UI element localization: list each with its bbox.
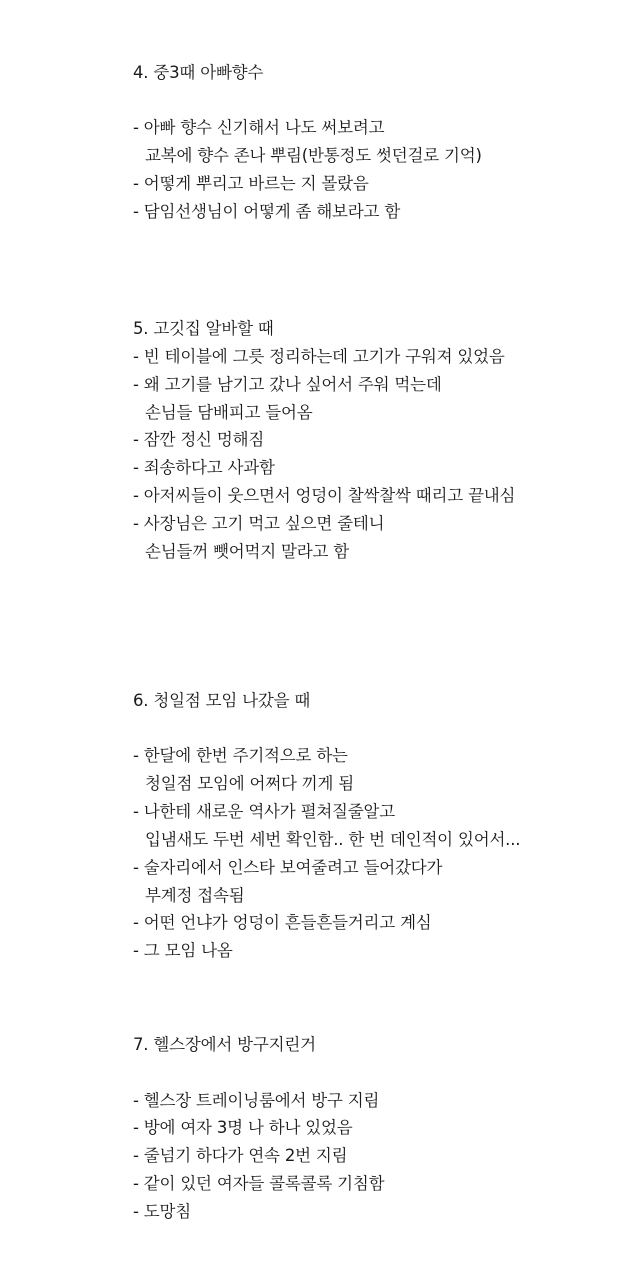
list-item: - 줄넘기 하다가 연속 2번 지림 [133,1146,348,1165]
list-item: - 그 모임 나옴 [133,941,233,960]
list-item: 부계정 접속됨 [145,886,245,905]
list-item: - 빈 테이블에 그릇 정리하는데 고기가 구워져 있었음 [133,347,505,366]
list-item: - 어떻게 뿌리고 바르는 지 몰랐음 [133,174,369,193]
section-title: 6. 청일점 모임 나갔을 때 [133,691,311,710]
list-item: - 방에 여자 3명 나 하나 있었음 [133,1118,353,1137]
list-item: 교복에 향수 존나 뿌림(반통정도 썻던걸로 기억) [145,146,482,165]
list-item: 손님들 담배피고 들어옴 [145,403,313,422]
list-item: - 어떤 언냐가 엉덩이 흔들흔들거리고 계심 [133,913,432,932]
list-item: - 아저씨들이 웃으면서 엉덩이 찰싹찰싹 때리고 끝내심 [133,486,516,505]
list-item: - 죄송하다고 사과함 [133,458,275,477]
list-item: - 나한테 새로운 역사가 펼쳐질줄알고 [133,802,396,821]
list-item: 손님들꺼 뺏어먹지 말라고 함 [145,542,350,561]
list-item: - 도망침 [133,1202,192,1221]
list-item: - 헬스장 트레이닝룸에서 방구 지림 [133,1091,380,1110]
section-title: 4. 중3때 아빠향수 [133,63,264,82]
list-item: - 같이 있던 여자들 콜록콜록 기침함 [133,1174,385,1193]
list-item: - 잠깐 정신 멍해짐 [133,430,265,449]
list-item: - 담임선생님이 어떻게 좀 해보라고 함 [133,202,401,221]
list-item: - 왜 고기를 남기고 갔나 싶어서 주워 먹는데 [133,375,442,394]
list-item: 입냄새도 두번 세번 확인함.. 한 번 데인적이 있어서... [145,830,521,849]
list-item: - 아빠 향수 신기해서 나도 써보려고 [133,118,385,137]
list-item: - 사장님은 고기 먹고 싶으면 줄테니 [133,514,385,533]
section-title: 5. 고깃집 알바할 때 [133,319,274,338]
list-item: - 술자리에서 인스타 보여줄려고 들어갔다가 [133,858,443,877]
list-item: 청일점 모임에 어쩌다 끼게 됨 [145,774,355,793]
list-item: - 한달에 한번 주기적으로 하는 [133,746,348,765]
section-title: 7. 헬스장에서 방구지린거 [133,1035,316,1054]
